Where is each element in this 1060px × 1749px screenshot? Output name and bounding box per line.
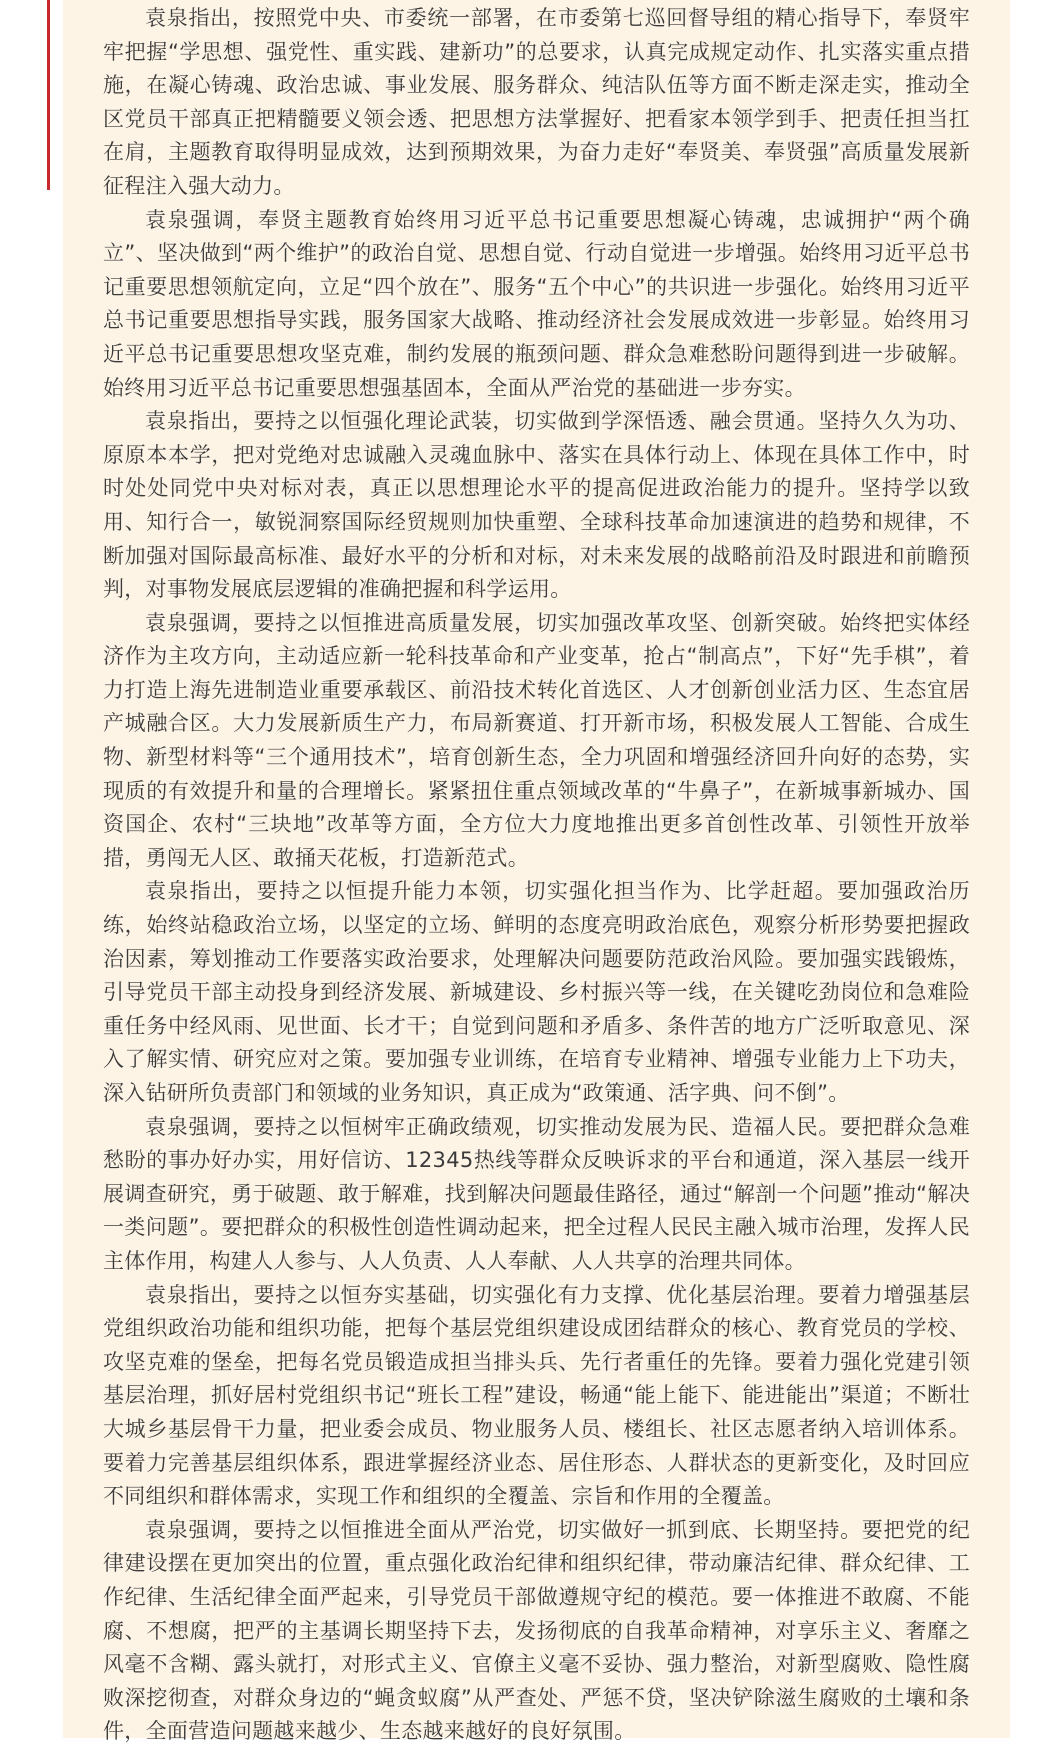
article-paragraph: 袁泉强调，要持之以恒推进高质量发展，切实加强改革攻坚、创新突破。始终把实体经济作为主攻方向，主动适应新一轮科技革命和产业变革，抢占“制高点”，下好“先手棋”，着力打造上海先进制造业重要承载区、前沿技术转化首选区、人才创新创业活力区、生态宜居产城融合区。大力发展新质生产力，布局新赛道、打开新市场，积极发展人工智能、合成生物、新型材料等“三个通用技术”，培育创新生态，全力巩固和增强经济回升向好的态势，实现质的有效提升和量的合理增长。紧紧扭住重点领域改革的“牛鼻子”，在新城事新城办、国资国企、农村“三块地”改革等方面，全方位大力度地推出更多首创性改革、引领性开放举措，勇闯无人区、敢捅天花板，打造新范式。 [103,610,970,870]
article-panel [63,0,1010,1744]
article-paragraph: 袁泉指出，按照党中央、市委统一部署，在市委第七巡回督导组的精心指导下，奉贤牢牢把握“学思想、强党性、重实践、建新功”的总要求，认真完成规定动作、扎实落实重点措施，在凝心铸魂、政治忠诚、事业发展、服务群众、纯洁队伍等方面不断走深走实，推动全区党员干部真正把精髓要义领会透、把思想方法掌握好、把看家本领学到手、把责任担当扛在肩，主题教育取得明显成效，达到预期效果，为奋力走好“奉贤美、奉贤强”高质量发展新征程注入强大动力。 [103,6,970,198]
article-paragraph: 袁泉指出，要持之以恒提升能力本领，切实强化担当作为、比学赶超。要加强政治历练，始终站稳政治立场，以坚定的立场、鲜明的态度亮明政治底色，观察分析形势要把握政治因素，筹划推动工作要落实政治要求，处理解决问题要防范政治风险。要加强实践锻炼，引导党员干部主动投身到经济发展、新城建设、乡村振兴等一线，在关键吃劲岗位和急难险重任务中经风雨、见世面、长才干；自觉到问题和矛盾多、条件苦的地方广泛听取意见、深入了解实情、研究应对之策。要加强专业训练，在培育专业精神、增强专业能力上下功夫，深入钻研所负责部门和领域的业务知识，真正成为“政策通、活字典、问不倒”。 [103,879,970,1105]
accent-rule [47,0,50,190]
article-paragraph: 袁泉指出，要持之以恒夯实基础，切实强化有力支撑、优化基层治理。要着力增强基层党组织政治功能和组织功能，把每个基层党组织建设成团结群众的核心、教育党员的学校、攻坚克难的堡垒，把每名党员锻造成担当排头兵、先行者重任的先锋。要着力强化党建引领基层治理，抓好居村党组织书记“班长工程”建设，畅通“能上能下、能进能出”渠道；不断壮大城乡基层骨干力量，把业委会成员、物业服务人员、楼组长、社区志愿者纳入培训体系。要着力完善基层组织体系，跟进掌握经济业态、居住形态、人群状态的更新变化，及时回应不同组织和群体需求，实现工作和组织的全覆盖、宗旨和作用的全覆盖。 [103,1282,970,1509]
article-paragraph: 袁泉强调，要持之以恒推进全面从严治党，切实做好一抓到底、长期坚持。要把党的纪律建设摆在更加突出的位置，重点强化政治纪律和组织纪律，带动廉洁纪律、群众纪律、工作纪律、生活纪律全面严起来，引导党员干部做遵规守纪的模范。要一体推进不敢腐、不能腐、不想腐，把严的主基调长期坚持下去，发扬彻底的自我革命精神，对享乐主义、奢靡之风毫不含糊、露头就打，对形式主义、官僚主义毫不妥协、强力整治，对新型腐败、隐性腐败深挖彻查，对群众身边的“蝇贪蚁腐”从严查处、严惩不贷，坚决铲除滋生腐败的土壤和条件，全面营造问题越来越少、生态越来越好的良好氛围。 [103,1517,970,1744]
article-paragraph: 袁泉指出，要持之以恒强化理论武装，切实做到学深悟透、融会贯通。坚持久久为功、原原本本学，把对党绝对忠诚融入灵魂血脉中、落实在具体行动上、体现在具体工作中，时时处处同党中央对标对表，真正以思想理论水平的提高促进政治能力的提升。坚持学以致用、知行合一，敏锐洞察国际经贸规则加快重塑、全球科技革命加速演进的趋势和规律，不断加强对国际最高标准、最好水平的分析和对标，对未来发展的战略前沿及时跟进和前瞻预判，对事物发展底层逻辑的准确把握和科学运用。 [103,409,970,602]
article-paragraph: 袁泉强调，要持之以恒树牢正确政绩观，切实推动发展为民、造福人民。要把群众急难愁盼的事办好办实，用好信访、12345热线等群众反映诉求的平台和通道，深入基层一线开展调查研究，勇于破题、敢于解难，找到解决问题最佳路径，通过“解剖一个问题”推动“解决一类问题”。要把群众的积极性创造性调动起来，把全过程人民民主融入城市治理，发挥人民主体作用，构建人人参与、人人负责、人人奉献、人人共享的治理共同体。 [103,1114,970,1273]
article-paragraph: 袁泉强调，奉贤主题教育始终用习近平总书记重要思想凝心铸魂，忠诚拥护“两个确立”、坚决做到“两个维护”的政治自觉、思想自觉、行动自觉进一步增强。始终用习近平总书记重要思想领航定向，立足“四个放在”、服务“五个中心”的共识进一步强化。始终用习近平总书记重要思想指导实践，服务国家大战略、推动经济社会发展成效进一步彰显。始终用习近平总书记重要思想攻坚克难，制约发展的瓶颈问题、群众急难愁盼问题得到进一步破解。始终用习近平总书记重要思想强基固本，全面从严治党的基础进一步夯实。 [103,207,970,400]
